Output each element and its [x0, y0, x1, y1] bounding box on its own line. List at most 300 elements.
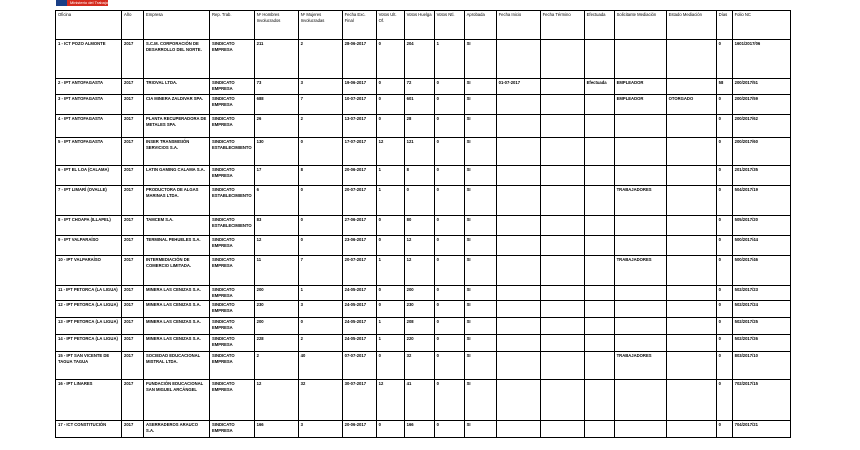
table-cell: 7 - IPT LIMARÍ (OVALLE) — [56, 186, 122, 216]
table-cell: 13-07-2017 — [342, 115, 376, 138]
table-cell: 14 - IPT PETORCA (LA LIGUA) — [56, 335, 122, 352]
table-cell — [584, 186, 614, 216]
column-header: Fecha Exc. Final — [342, 11, 376, 40]
table-cell: 230 — [254, 301, 298, 318]
table-cell: 01-07-2017 — [496, 79, 540, 95]
table-cell: 0 — [716, 318, 732, 335]
table-cell: 2017 — [122, 286, 144, 301]
table-row — [56, 186, 791, 216]
table-cell: SI — [464, 286, 496, 301]
table-cell: 688 — [254, 95, 298, 115]
table-cell: 0 — [376, 79, 404, 95]
table-cell: 0 — [298, 138, 342, 166]
table-cell: 6 - IPT EL LOA (CALAMA) — [56, 166, 122, 186]
table-cell: 4 - IPT ANTOFAGASTA — [56, 115, 122, 138]
table-row — [56, 335, 791, 352]
table-cell: 12 — [254, 380, 298, 421]
table-cell: TRABAJADORES — [614, 352, 666, 380]
table-cell: 0 — [434, 380, 464, 421]
table-cell — [666, 380, 716, 421]
table-cell: 0 — [716, 216, 732, 236]
table-cell: SI — [464, 95, 496, 115]
table-cell: 23-06-2017 — [342, 236, 376, 256]
logo-label: Ministerio del Trabajo — [67, 0, 108, 6]
table-cell — [666, 216, 716, 236]
table-cell: 17 — [254, 166, 298, 186]
table-cell — [540, 380, 584, 421]
table-cell: MINERA LAS CENIZAS S.A. — [144, 301, 210, 318]
table-cell: 166 — [404, 421, 434, 438]
table-cell: 6 — [254, 186, 298, 216]
table-cell: 2017 — [122, 301, 144, 318]
table-cell — [614, 335, 666, 352]
table-cell — [540, 138, 584, 166]
table-cell: 1 — [376, 166, 404, 186]
table-cell: 8 — [404, 166, 434, 186]
table-cell — [496, 186, 540, 216]
table-cell — [584, 166, 614, 186]
table-cell — [614, 286, 666, 301]
table-cell — [540, 301, 584, 318]
table-cell — [666, 186, 716, 216]
table-cell: 2017 — [122, 380, 144, 421]
table-cell — [496, 236, 540, 256]
table-row — [56, 166, 791, 186]
column-header: Aprobada — [464, 11, 496, 40]
table-cell: 0 — [298, 186, 342, 216]
table-cell: ASERRADEROS ARAUCO S.A. — [144, 421, 210, 438]
table-cell: SINDICATO EMPRESA — [210, 40, 255, 79]
table-cell — [496, 301, 540, 318]
table-cell: 0 — [376, 95, 404, 115]
table-cell — [666, 79, 716, 95]
table-cell: SINDICATO EMPRESA — [210, 79, 255, 95]
table-cell: 0 — [716, 95, 732, 115]
table-cell: 83 — [254, 216, 298, 236]
table-cell: 30-07-2017 — [342, 380, 376, 421]
table-cell — [584, 301, 614, 318]
table-row — [56, 286, 791, 301]
table-cell: 0 — [298, 216, 342, 236]
table-cell — [584, 40, 614, 79]
table-cell — [666, 166, 716, 186]
table-cell: 0 — [434, 138, 464, 166]
table-cell: 200/2017/59 — [732, 95, 790, 115]
table-cell: EMPLEADOR — [614, 95, 666, 115]
table-cell: 8 — [298, 166, 342, 186]
table-cell: 28 — [404, 115, 434, 138]
table-cell: 0 — [434, 352, 464, 380]
table-cell: SI — [464, 335, 496, 352]
table-cell: 0 — [716, 166, 732, 186]
table-cell: SI — [464, 301, 496, 318]
table-cell: SI — [464, 115, 496, 138]
table-cell: EMPLEADOR — [614, 79, 666, 95]
table-cell: 500/2017/44 — [732, 236, 790, 256]
table-cell — [614, 40, 666, 79]
table-row — [56, 138, 791, 166]
table-cell: 15 - IPT SAN VICENTE DE TAGUA TAGUA — [56, 352, 122, 380]
table-cell: 0 — [434, 115, 464, 138]
table-cell: 27-06-2017 — [342, 216, 376, 236]
table-cell: 502/2017/24 — [732, 301, 790, 318]
table-cell: 58 — [716, 79, 732, 95]
table-cell: TRABAJADORES — [614, 186, 666, 216]
table-cell: 208 — [404, 318, 434, 335]
column-header: Fecha Inicio — [496, 11, 540, 40]
table-cell: 2 - IPT ANTOFAGASTA — [56, 79, 122, 95]
table-cell: 2 — [298, 335, 342, 352]
table-cell — [614, 421, 666, 438]
table-cell — [584, 138, 614, 166]
table-cell: LATIN GAMING CALAMA S.A. — [144, 166, 210, 186]
table-cell: 200/2017/51 — [732, 79, 790, 95]
table-cell: 0 — [716, 256, 732, 286]
table-cell: 0 — [716, 352, 732, 380]
table-cell: 0 — [716, 286, 732, 301]
table-cell: SINDICATO EMPRESA — [210, 95, 255, 115]
table-cell — [666, 335, 716, 352]
table-cell: 28-06-2017 — [342, 40, 376, 79]
table-cell: 0 — [298, 236, 342, 256]
column-header: Oficina — [56, 11, 122, 40]
table-cell: 2017 — [122, 115, 144, 138]
table-cell: 24-05-2017 — [342, 301, 376, 318]
table-cell: 2017 — [122, 138, 144, 166]
table-cell: 502/2017/25 — [732, 318, 790, 335]
table-cell — [496, 95, 540, 115]
table-cell: 0 — [376, 301, 404, 318]
table-cell — [540, 286, 584, 301]
table-cell — [584, 286, 614, 301]
column-header: Nº Hombres Involucrados — [254, 11, 298, 40]
table-cell: SINDICATO EMPRESA — [210, 256, 255, 286]
table-row — [56, 352, 791, 380]
table-cell: 1 — [376, 318, 404, 335]
table-cell — [540, 318, 584, 335]
table-cell: 17 - ICT CONSTITUCIÓN — [56, 421, 122, 438]
table-cell: 0 — [716, 380, 732, 421]
table-cell: SI — [464, 256, 496, 286]
table-cell — [540, 40, 584, 79]
table-cell: SI — [464, 166, 496, 186]
table-cell: 0 — [404, 186, 434, 216]
table-cell — [614, 236, 666, 256]
table-cell: 0 — [376, 216, 404, 236]
table-row — [56, 40, 791, 79]
table-cell: 0 — [716, 301, 732, 318]
column-header: Votos Ntl. — [434, 11, 464, 40]
table-row — [56, 115, 791, 138]
table-cell — [496, 216, 540, 236]
column-header: Fecha Término — [540, 11, 584, 40]
table-body — [56, 40, 791, 438]
table-cell: 0 — [434, 186, 464, 216]
table-row — [56, 318, 791, 335]
table-cell: OTORGADO — [666, 95, 716, 115]
table-cell: INTERMEDIACIÓN DE COMERCIO LIMITADA. — [144, 256, 210, 286]
table-cell: 200/2017/62 — [732, 115, 790, 138]
table-cell — [496, 166, 540, 186]
table-cell: 504/2017/19 — [732, 186, 790, 216]
table-cell: 0 — [376, 40, 404, 79]
column-header: Estado Mediación — [666, 11, 716, 40]
table-cell: 3 — [298, 421, 342, 438]
column-header: Nº Mujeres Involucradas — [298, 11, 342, 40]
table-cell — [666, 318, 716, 335]
table-cell — [584, 256, 614, 286]
table-cell: 17-07-2017 — [342, 138, 376, 166]
table-cell — [496, 421, 540, 438]
table-cell: 502/2017/26 — [732, 335, 790, 352]
table-cell: 19-06-2017 — [342, 79, 376, 95]
table-cell: FUNDACIÓN EDUCACIONAL SAN MIGUEL ARCÁNGEL — [144, 380, 210, 421]
table-cell: SINDICATO EMPRESA — [210, 352, 255, 380]
table-cell — [584, 115, 614, 138]
table-cell — [496, 380, 540, 421]
table-cell: SI — [464, 186, 496, 216]
table-cell: 0 — [434, 286, 464, 301]
table-cell: S.C.M. CORPORACIÓN DE DESARROLLO DEL NORTE. — [144, 40, 210, 79]
table-cell: SINDICATO ESTABLECIMIENTO — [210, 186, 255, 216]
table-cell — [496, 40, 540, 79]
table-cell — [666, 256, 716, 286]
table-cell: 8 - IPT CHOAPA (ILLAPEL) — [56, 216, 122, 236]
table-row — [56, 256, 791, 286]
table-cell: 11 — [254, 256, 298, 286]
table-cell: CIA MINERA ZALDIVAR SPA. — [144, 95, 210, 115]
table-cell: 41 — [404, 380, 434, 421]
table-cell: 72 — [404, 79, 434, 95]
table-cell: 201/2017/35 — [732, 166, 790, 186]
table-cell: 7 — [298, 95, 342, 115]
table-cell: 0 — [298, 318, 342, 335]
table-cell: SI — [464, 138, 496, 166]
table-cell — [496, 256, 540, 286]
table-cell — [540, 352, 584, 380]
table-cell: 40 — [298, 352, 342, 380]
ministry-logo — [56, 0, 108, 6]
table-cell — [614, 318, 666, 335]
table-cell — [666, 115, 716, 138]
table-cell: TAMCEM S.A. — [144, 216, 210, 236]
table-cell — [614, 166, 666, 186]
table-cell: 0 — [434, 236, 464, 256]
column-header: Año — [122, 11, 144, 40]
table-cell: 166 — [254, 421, 298, 438]
table-cell: 20-06-2017 — [342, 421, 376, 438]
table-cell: 10-07-2017 — [342, 95, 376, 115]
table-cell: 24-05-2017 — [342, 318, 376, 335]
table-cell: 121 — [404, 138, 434, 166]
table-cell — [540, 335, 584, 352]
table-cell: SINDICATO EMPRESA — [210, 318, 255, 335]
table-cell: 10 - IPT VALPARAÍSO — [56, 256, 122, 286]
column-header: Empresa — [144, 11, 210, 40]
table-cell: 130 — [254, 138, 298, 166]
table-cell: 2017 — [122, 236, 144, 256]
table-cell: 11 - IPT PETORCA (LA LIGUA) — [56, 286, 122, 301]
table-cell: 0 — [434, 166, 464, 186]
table-cell — [540, 236, 584, 256]
table-cell — [496, 335, 540, 352]
table-cell — [540, 421, 584, 438]
table-cell: 20-06-2017 — [342, 166, 376, 186]
table-cell: 2017 — [122, 40, 144, 79]
table-cell: 0 — [376, 236, 404, 256]
table-row — [56, 421, 791, 438]
column-header: Votos Huelga — [404, 11, 434, 40]
table-cell: 0 — [716, 335, 732, 352]
table-cell: 0 — [376, 286, 404, 301]
table-cell: 0 — [716, 186, 732, 216]
table-cell — [614, 301, 666, 318]
table-cell: 16 - IPT LINARES — [56, 380, 122, 421]
table-cell: 1 - ICT POZO ALMONTE — [56, 40, 122, 79]
table-cell: SI — [464, 318, 496, 335]
table-cell: SI — [464, 216, 496, 236]
table-cell: 502/2017/23 — [732, 286, 790, 301]
table-cell: 2017 — [122, 318, 144, 335]
table-cell: 230 — [404, 301, 434, 318]
table-cell — [496, 286, 540, 301]
table-cell — [584, 236, 614, 256]
table-row — [56, 216, 791, 236]
table-cell: 2017 — [122, 95, 144, 115]
table-cell — [584, 95, 614, 115]
table-cell: 200 — [254, 286, 298, 301]
table-cell: 2 — [298, 40, 342, 79]
table-cell: 5 - IPT ANTOFAGASTA — [56, 138, 122, 166]
table-cell: 211 — [254, 40, 298, 79]
table-cell: 2 — [254, 352, 298, 380]
table-cell: 2017 — [122, 421, 144, 438]
table-cell: SINDICATO ESTABLECIMIENTO — [210, 138, 255, 166]
table-cell: 9 - IPT VALPARAÍSO — [56, 236, 122, 256]
table-cell — [666, 138, 716, 166]
table-cell: SINDICATO EMPRESA — [210, 421, 255, 438]
table-cell: 3 — [298, 301, 342, 318]
table-cell: 12 — [404, 236, 434, 256]
table-cell: 3 - IPT ANTOFAGASTA — [56, 95, 122, 115]
table-cell — [614, 115, 666, 138]
table-cell: SINDICATO EMPRESA — [210, 166, 255, 186]
table-cell — [584, 421, 614, 438]
table-cell: 1 — [376, 186, 404, 216]
table-cell: PLANTA RECUPERADORA DE METALES SPA. — [144, 115, 210, 138]
table-cell: 7 — [298, 256, 342, 286]
table-row — [56, 236, 791, 256]
table-cell: 204 — [404, 40, 434, 79]
table-cell — [540, 256, 584, 286]
table-cell: 0 — [434, 335, 464, 352]
table-row — [56, 380, 791, 421]
table-cell — [584, 216, 614, 236]
table-cell: TRIOVAL LTDA. — [144, 79, 210, 95]
table-cell: SI — [464, 380, 496, 421]
table-cell: 0 — [716, 40, 732, 79]
table-cell: 220 — [404, 335, 434, 352]
table-cell: 32 — [404, 352, 434, 380]
table-cell — [584, 318, 614, 335]
table-cell — [666, 236, 716, 256]
table-cell — [584, 380, 614, 421]
table-row — [56, 79, 791, 95]
table-cell: 2017 — [122, 335, 144, 352]
header-row — [56, 11, 791, 40]
table-cell — [666, 40, 716, 79]
table-cell: 2017 — [122, 256, 144, 286]
table-cell: 32 — [298, 380, 342, 421]
strikes-table — [55, 10, 791, 438]
table-cell: 0 — [434, 421, 464, 438]
table-cell: 13 - IPT PETORCA (LA LIGUA) — [56, 318, 122, 335]
table-cell: Efectuada — [584, 79, 614, 95]
table-cell: 1601/2017/06 — [732, 40, 790, 79]
table-cell: 200/2017/60 — [732, 138, 790, 166]
table-cell: SINDICATO EMPRESA — [210, 115, 255, 138]
table-cell: 26 — [254, 115, 298, 138]
table-cell: 0 — [716, 236, 732, 256]
table-row — [56, 301, 791, 318]
table-cell — [540, 95, 584, 115]
column-header: Votos Ult. Of. — [376, 11, 404, 40]
table-cell: SINDICATO EMPRESA — [210, 286, 255, 301]
table-cell: 2 — [298, 115, 342, 138]
table-cell: 80 — [404, 216, 434, 236]
table-cell: 0 — [434, 256, 464, 286]
table-cell: 0 — [376, 421, 404, 438]
table-cell: 200 — [404, 286, 434, 301]
table-cell: 0 — [434, 79, 464, 95]
table-cell — [614, 216, 666, 236]
table-cell: 12 — [376, 138, 404, 166]
table-cell: SI — [464, 352, 496, 380]
table-cell: SINDICATO EMPRESA — [210, 380, 255, 421]
table-cell: 24-05-2017 — [342, 335, 376, 352]
table-cell — [584, 352, 614, 380]
table-cell — [540, 216, 584, 236]
table-cell: SI — [464, 236, 496, 256]
table-cell — [496, 138, 540, 166]
column-header: Efectuada — [584, 11, 614, 40]
table-cell: 0 — [716, 421, 732, 438]
table-cell: 228 — [254, 335, 298, 352]
table-cell: 73 — [254, 79, 298, 95]
table-cell: 0 — [434, 95, 464, 115]
logo-blue-block — [56, 0, 67, 6]
table-cell: TRABAJADORES — [614, 256, 666, 286]
table-cell — [614, 380, 666, 421]
table-cell: 0 — [376, 115, 404, 138]
table-cell: 12 — [376, 380, 404, 421]
table-cell: 2017 — [122, 79, 144, 95]
table-cell — [540, 166, 584, 186]
table-cell: SI — [464, 79, 496, 95]
table-cell: 12 — [254, 236, 298, 256]
table-cell — [666, 301, 716, 318]
table-cell — [666, 286, 716, 301]
table-cell: 07-07-2017 — [342, 352, 376, 380]
table-cell: INSER TRANSMISIÓN SERVICIOS S.A. — [144, 138, 210, 166]
table-cell: 12 — [404, 256, 434, 286]
table-cell — [540, 79, 584, 95]
table-cell — [496, 318, 540, 335]
table-cell — [540, 115, 584, 138]
table-cell — [540, 186, 584, 216]
column-header: Días — [716, 11, 732, 40]
column-header: Rep. Trab. — [210, 11, 255, 40]
